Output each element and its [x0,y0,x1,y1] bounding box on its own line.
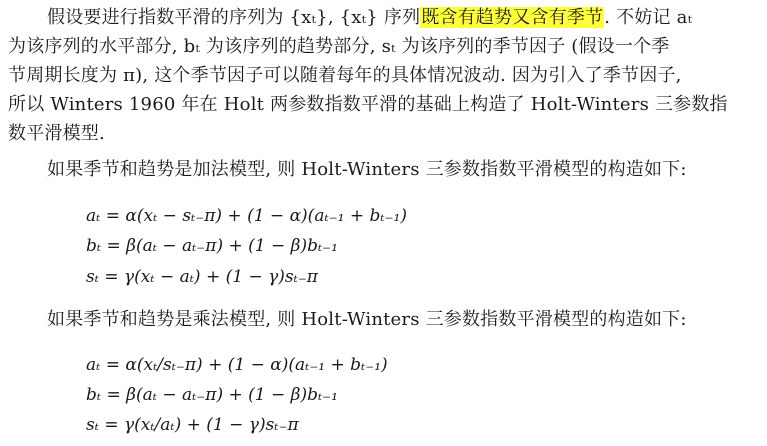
highlighted-text: 既含有趋势又含有季节 [421,7,604,28]
paragraph-1-line-3: 节周期长度为 π), 这个季节因子可以随着每年的具体情况波动. 因为引入了季节因子, [8,65,682,86]
paragraph-1-line-4: 所以 Winters 1960 年在 Holt 两参数指数平滑的基础上构造了 Holt-Winters 三参数指 [8,94,728,115]
multiplicative-equation-trend: bₜ = β(aₜ − aₜ₋π) + (1 − β)bₜ₋₁ [86,385,338,405]
additive-model-intro: 如果季节和趋势是加法模型, 则 Holt-Winters 三参数指数平滑模型的构造如下: [47,159,687,180]
paragraph-1-line-1 [47,6,692,30]
multiplicative-equation-season: sₜ = γ(xₜ/aₜ) + (1 − γ)sₜ₋π [86,415,299,435]
paragraph-1-line-1-tail: . 不妨记 aₜ [604,7,693,28]
multiplicative-model-intro: 如果季节和趋势是乘法模型, 则 Holt-Winters 三参数指数平滑模型的构造如下: [47,309,687,330]
additive-equation-season: sₜ = γ(xₜ − aₜ) + (1 − γ)sₜ₋π [86,267,318,287]
paragraph-1-line-5: 数平滑模型. [8,123,105,144]
multiplicative-equation-level: aₜ = α(xₜ/sₜ₋π) + (1 − α)(aₜ₋₁ + bₜ₋₁) [86,355,388,375]
paragraph-1-line-2: 为该序列的水平部分, bₜ 为该序列的趋势部分, sₜ 为该序列的季节因子 (假设一个季 [8,36,670,57]
additive-equation-trend: bₜ = β(aₜ − aₜ₋π) + (1 − β)bₜ₋₁ [86,236,338,256]
additive-equation-level: aₜ = α(xₜ − sₜ₋π) + (1 − α)(aₜ₋₁ + bₜ₋₁) [86,206,407,226]
paragraph-1-line-1-text: 假设要进行指数平滑的序列为 {xₜ}, {xₜ} 序列 [47,7,421,28]
